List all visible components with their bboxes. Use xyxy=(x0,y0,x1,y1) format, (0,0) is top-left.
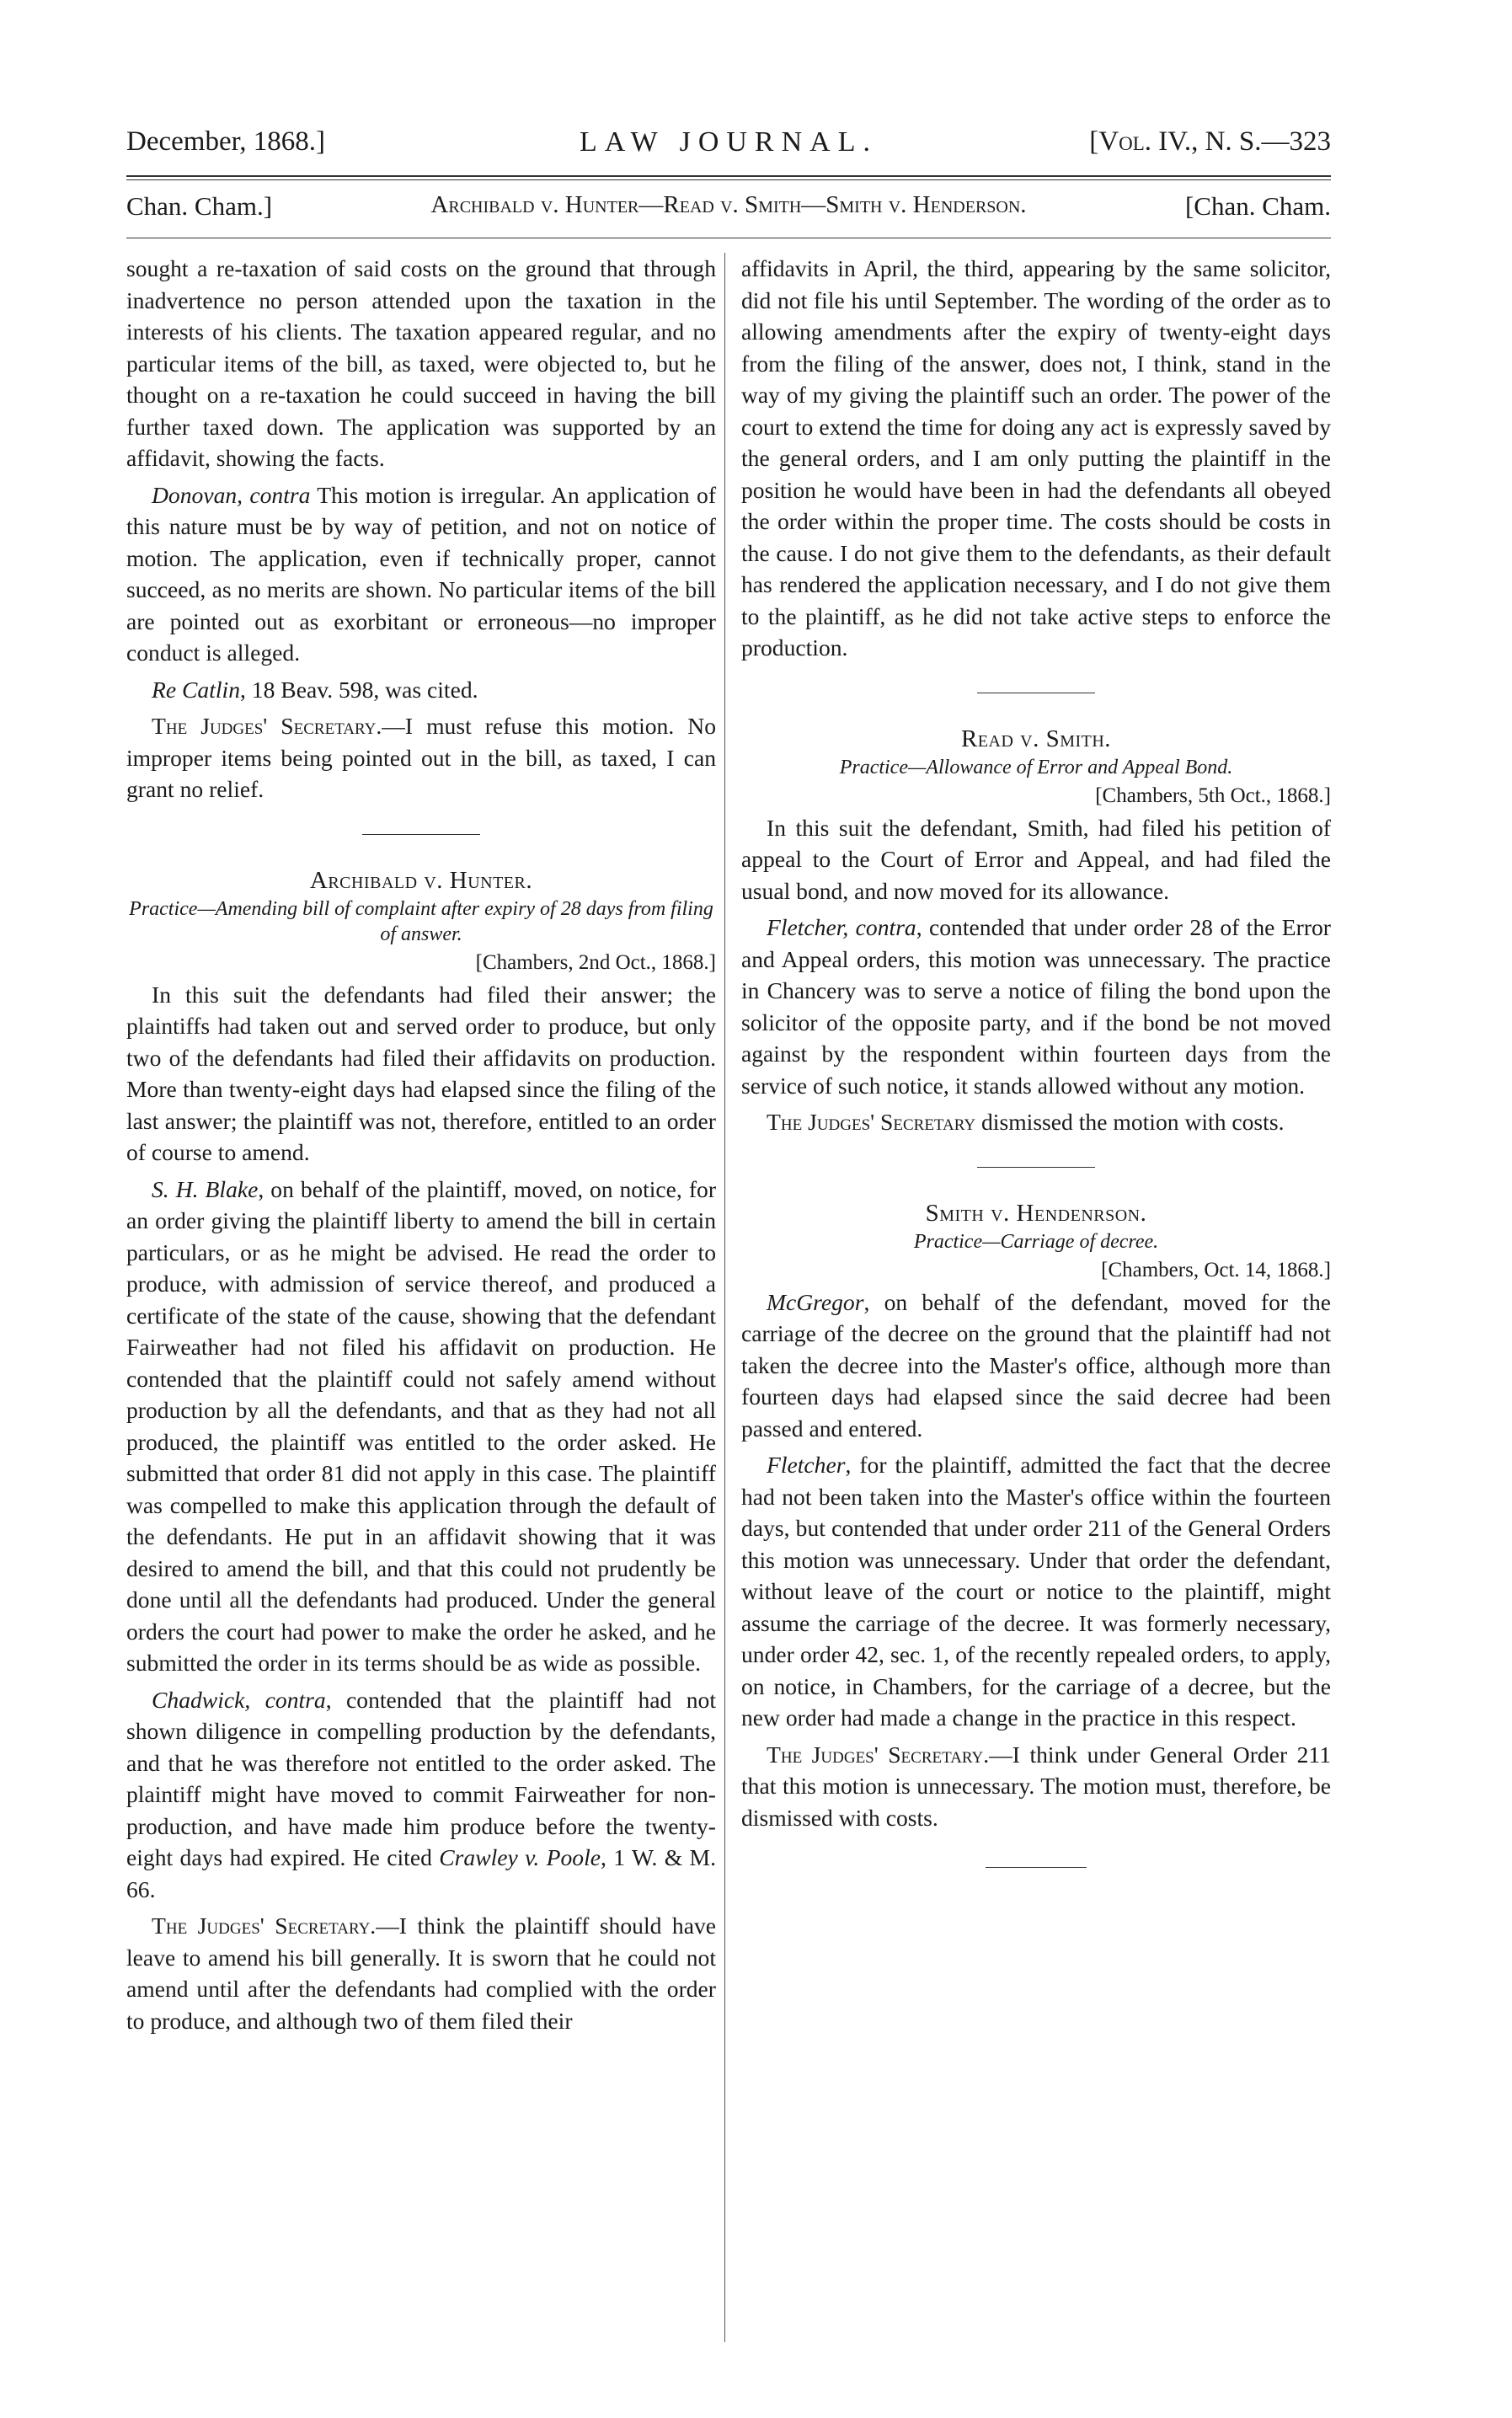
court-left: Chan. Cham.] xyxy=(126,191,273,221)
case-title: Archibald v. Hunter. xyxy=(309,866,533,894)
end-separator xyxy=(986,1867,1087,1868)
paragraph: sought a re-taxation of said costs on the ground that through inadvertence no person attended upon the taxation in the interests of his clients. The taxation appeared regular, and no particular items of the bill, as taxed, were objected to, but he thought on a re-taxation he could succeed in having the bill further taxed down. The application was supported by an affidavit, showing the facts. xyxy=(126,255,716,471)
case-header xyxy=(126,191,1331,230)
paragraph: In this suit the defendants had filed their answer; the plaintiffs had taken out and served order to produce, but only two of the defendants had filed their affidavits on production. More than twenty-eight days had elapsed since the filing of the last answer; the plaintiff was not, therefore, entitled to an order of course to amend. xyxy=(126,981,716,1165)
paragraph-text: , contended that the plaintiff had not shown diligence in compelling production by the defendants, and that he was therefore not entitled to the order asked. The plaintiff might have moved to commit Fairweather for non-production, and have made him produce before the twenty-eight days had expired. He cited xyxy=(126,1686,717,1870)
section-separator xyxy=(362,834,480,835)
paragraph-text: , 18 Beav. 598, was cited. xyxy=(240,676,478,703)
header-rule-top xyxy=(126,175,1331,177)
paragraph xyxy=(741,1106,1331,1138)
paragraph-text: —I think under General Order 211 that this motion is unnecessary. The motion must, therefore, be dismissed with costs. xyxy=(741,1741,1331,1831)
volume-page-number: [Vol. IV., N. S.—323 xyxy=(1089,126,1331,157)
paragraph xyxy=(126,479,716,669)
paragraph xyxy=(126,1174,716,1679)
paragraph-text: , on behalf of the plaintiff, moved, on notice, for an order giving the plaintiff liberty to amend the bill in certain particulars, or as he might be advised. He read the order to produce, with admission of service thereof, and produced a certificate of the state of the cause, showing that the defendant Fairweather had not filed his affidavit on production. He contended that the plaintiff could not safely amend without production by all the defendants, and that as they had not all produced, the plaintiff was entitled to the order asked. He submitted that order 81 did not apply in this case. The plaintiff was compelled to make this application through the default of the defendants. He put in an affidavit showing that it was desired to amend the bill, and that this could not prudently be done until all the defendants had produced. Under the general orders the court had power to make the order he asked, and he submitted the order in its terms should be as wide as possible. xyxy=(126,1175,717,1676)
case-date: [Chambers, 2nd Oct., 1868.] xyxy=(475,951,716,974)
counsel-name: Donovan, contra xyxy=(152,481,311,508)
paragraph xyxy=(741,1739,1331,1834)
case-date: [Chambers, Oct. 14, 1868.] xyxy=(1101,1259,1331,1281)
section-separator xyxy=(977,1167,1095,1168)
case-title: Read v. Smith. xyxy=(960,725,1112,752)
case-title: Smith v. Hendenrson. xyxy=(925,1199,1147,1227)
paragraph: affidavits in April, the third, appearing by the same solicitor, did not file his until September. The wording of the order as to allowing amendments after the expiry of twenty-eight days from the filing of the answer, does not, I think, stand in the way of my giving the plaintiff such an order. The power of the court to extend the time for doing any act is expressly saved by the general orders, and I am only putting the plaintiff in the position he would have been in had the defendants all obeyed the order within the proper time. The costs should be costs in the cause. I do not give them to the defendants, as their default has rendered the application necessary, and I do not give them to the plaintiff, as he did not take active steps to enforce the production. xyxy=(741,255,1331,661)
counsel-name: S. H. Blake xyxy=(152,1175,259,1202)
counsel-name: McGregor xyxy=(767,1288,864,1315)
paragraph-text: —I must refuse this motion. No improper items being pointed out in the bill, as taxed, I can grant no relief. xyxy=(126,713,716,802)
paragraph xyxy=(741,1287,1331,1445)
case-citation: Crawley v. Poole xyxy=(439,1844,601,1870)
speaker: The Judges' Secretary. xyxy=(152,1912,377,1939)
issue-date: December, 1868.] xyxy=(126,126,325,157)
paragraph xyxy=(126,710,716,805)
paragraph-text: , 1 W. & M. 66. xyxy=(126,1844,716,1902)
paragraph xyxy=(126,1684,716,1906)
case-citation: Re Catlin xyxy=(152,676,240,703)
running-header xyxy=(126,126,1331,167)
case-subject: Practice—Carriage of decree. xyxy=(913,1231,1159,1253)
column-divider xyxy=(724,253,725,2342)
case-names: Archibald v. Hunter—Read v. Smith—Smith v. Henderson. xyxy=(430,191,1027,218)
speaker: The Judges' Secretary. xyxy=(152,713,382,739)
counsel-name: Fletcher xyxy=(767,1452,846,1478)
paragraph-text: , contended that under order 28 of the Error and Appeal orders, this motion was unnecessary. The practice in Chancery was to serve a notice of filing the bond upon the solicitor of the opposite party, and if the bond be not moved against by the respondent within fourteen days from the service of such notice, it stands allowed without any motion. xyxy=(741,914,1331,1099)
paragraph-text: —I think the plaintiff should have leave to amend his bill generally. It is sworn that he could not amend until after the defendants had complied with the order to produce, and although two of them filed their xyxy=(126,1912,717,2034)
journal-title: LAW JOURNAL. xyxy=(580,126,878,158)
paragraph-text: , for the plaintiff, admitted the fact that the decree had not been taken into the Master's office within the fourteen days, but contended that under order 211 of the General Orders this motion was unnecessary. Under that order the defendant, without leave of the court or notice to the plaintiff, might assume the carriage of the decree. It was formerly necessary, under order 42, sec. 1, of the recently repealed orders, to apply, on notice, in Chambers, for the carriage of a decree, but the new order had made a change in the practice in this respect. xyxy=(741,1452,1331,1731)
paragraph-text: This motion is irregular. An application of this nature must be by way of petition, and not on notice of motion. The application, even if technically proper, cannot succeed, as no merits are shown. No particular items of the bill are pointed out as exorbitant or erroneous—no improper conduct is alleged. xyxy=(126,481,717,666)
speaker: The Judges' Secretary. xyxy=(767,1741,990,1768)
header-rule-double xyxy=(126,179,1331,180)
counsel-name: Fletcher, contra xyxy=(767,914,916,940)
left-column xyxy=(126,253,716,2041)
paragraph xyxy=(741,912,1331,1101)
case-subject: Practice—Allowance of Error and Appeal Bond. xyxy=(839,757,1233,778)
counsel-name: Chadwick, contra xyxy=(152,1686,326,1713)
paragraph xyxy=(741,1449,1331,1734)
paragraph-text: , on behalf of the defendant, moved for the carriage of the decree on the ground that the plaintiff had not taken the decree into the Master's office, although more than fourteen days had elapsed since the said decree had been passed and entered. xyxy=(741,1288,1331,1442)
paragraph xyxy=(126,674,716,706)
speaker: The Judges' Secretary xyxy=(767,1109,976,1135)
paragraph: In this suit the defendant, Smith, had filed his petition of appeal to the Court of Error and Appeal, and had filed the usual bond, and now moved for its allowance. xyxy=(741,814,1331,904)
paragraph xyxy=(126,1910,716,2036)
case-subject: Practice—Amending bill of complaint after expiry of 28 days from filing of answer. xyxy=(129,898,713,945)
court-right: [Chan. Cham. xyxy=(1184,191,1331,221)
right-column xyxy=(741,253,1331,1868)
case-date: [Chambers, 5th Oct., 1868.] xyxy=(1095,784,1331,807)
paragraph-text: dismissed the motion with costs. xyxy=(975,1109,1285,1135)
